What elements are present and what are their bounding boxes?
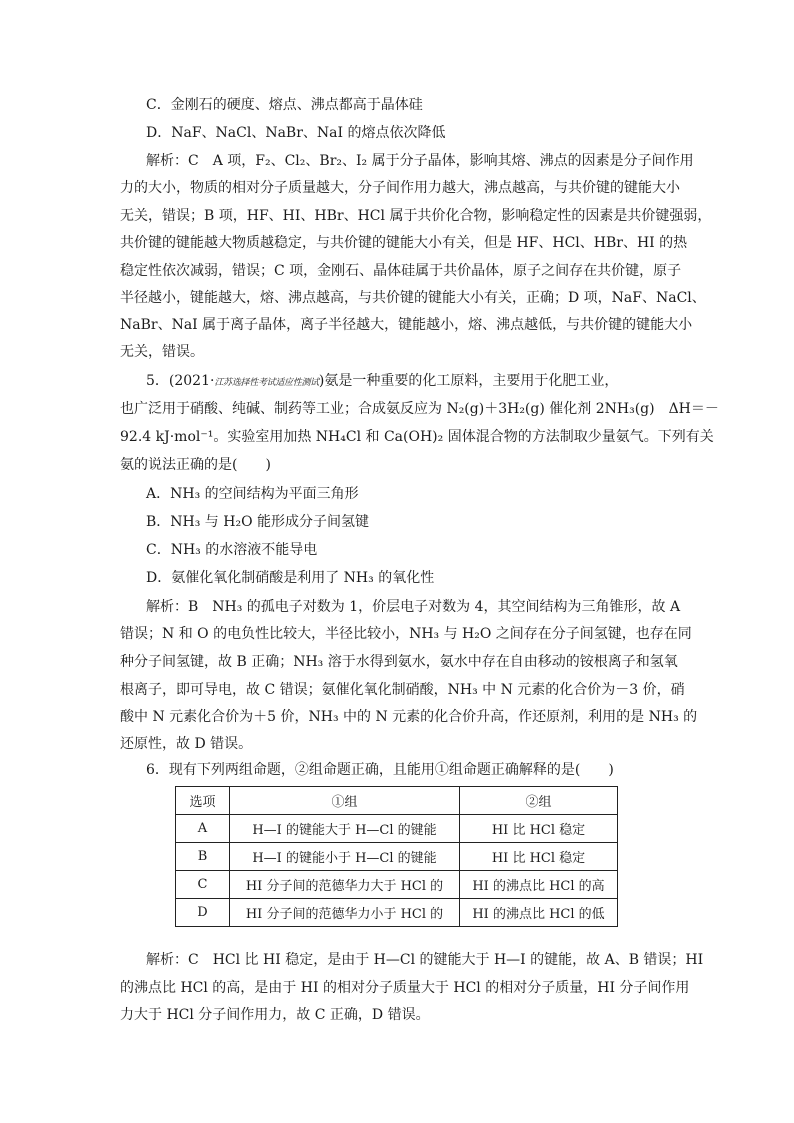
table-cell: HI 分子间的范德华力大于 HCl 的 [230,871,460,899]
q5-analysis-line: 还原性，故 D 错误。 [120,736,253,752]
table-cell: HI 分子间的范德华力小于 HCl 的 [230,899,460,927]
q5-analysis-line: 根离子，即可导电，故 C 错误；氨催化氧化制硝酸，NH₃ 中 N 元素的化合价为－3 价，硝 [120,682,685,698]
q5-source: 江苏选择性考试适应性测试 [214,378,319,388]
q4-analysis-line: NaBr、NaI 属于离子晶体，离子半径越大，键能越小，熔、沸点越低，与共价键的键能大小 [120,317,693,333]
q4-analysis-line: 无关，错误；B 项，HF、HI、HBr、HCl 属于共价化合物，影响稳定性的因素是共价键强弱， [120,208,712,224]
q5-option-b: B．NH₃ 与 H₂O 能形成分子间氢键 [146,514,370,530]
table-cell: D [176,899,230,927]
q5-stem-line1 [146,371,618,393]
table-header-cell: 选项 [176,787,230,815]
table-cell: H—I 的键能小于 H—Cl 的键能 [230,843,460,871]
table-header-row [176,787,618,815]
q5-stem-line2: 也广泛用于硝酸、纯碱、制药等工业；合成氨反应为 N₂(g)＋3H₂(g) 催化剂 2NH₃(g) ΔH＝－ [120,401,719,417]
table-cell: HI 比 HCl 稳定 [460,843,618,871]
q5-stem-line4: 氨的说法正确的是( ) [120,457,271,473]
table-row [176,871,618,899]
q5-option-c: C．NH₃ 的水溶液不能导电 [146,542,318,558]
q4-analysis-line: 半径越小，键能越大，熔、沸点越高，与共价键的键能大小有关，正确；D 项，NaF、NaCl、 [120,290,706,306]
q5-analysis-line: 酸中 N 元素化合价为＋5 价，NH₃ 中的 N 元素的化合价升高，作还原剂，利用的是 NH₃ 的 [120,709,698,725]
table-cell: C [176,871,230,899]
q4-analysis-line: 稳定性依次减弱，错误；C 项，金刚石、晶体硅属于共价晶体，原子之间存在共价键，原子 [120,263,682,279]
q6-analysis-line: 解析：C HCl 比 HI 稳定，是由于 H—Cl 的键能大于 H—I 的键能，故 A、B 错误；HI [146,952,704,968]
q5-stem-text: )氨是一种重要的化工原料，主要用于化肥工业， [318,373,619,389]
table-row [176,899,618,927]
table-row [176,815,618,843]
q5-option-d: D．氨催化氧化制硝酸是利用了 NH₃ 的氧化性 [146,570,435,586]
q5-option-a: A．NH₃ 的空间结构为平面三角形 [146,486,359,502]
table-cell: H—I 的键能大于 H—Cl 的键能 [230,815,460,843]
table-cell: HI 比 HCl 稳定 [460,815,618,843]
q5-analysis-line: 解析：B NH₃ 的孤电子对数为 1，价层电子对数为 4，其空间结构为三角锥形，故 A [146,599,681,615]
table-cell: B [176,843,230,871]
q6-analysis-line: 力大于 HCl 分子间作用力，故 C 正确，D 错误。 [120,1007,430,1023]
q5-number: 5．(2021· [146,373,215,389]
q4-analysis-line: 无关，错误。 [120,344,204,360]
q5-analysis-line: 错误；N 和 O 的电负性比较大，半径比较小，NH₃ 与 H₂O 之间存在分子间氢键，也存在同 [120,626,692,642]
q4-analysis-line: 共价键的键能越大物质越稳定，与共价键的键能大小有关，但是 HF、HCl、HBr、HI 的热 [120,235,688,251]
table-cell: HI 的沸点比 HCl 的高 [460,871,618,899]
q4-analysis-line: 解析：C A 项，F₂、Cl₂、Br₂、I₂ 属于分子晶体，影响其熔、沸点的因素是分子间作用 [146,153,694,169]
q4-option-c: C．金刚石的硬度、熔点、沸点都高于晶体硅 [146,97,423,113]
q6-analysis-line: 的沸点比 HCl 的高，是由于 HI 的相对分子质量大于 HCl 的相对分子质量，HI 分子间作用 [120,980,690,996]
q5-analysis-line: 种分子间氢键，故 B 正确；NH₃ 溶于水得到氨水，氨水中存在自由移动的铵根离子和氢氧 [120,654,678,670]
table-header-cell: ②组 [460,787,618,815]
q4-analysis-line: 力的大小，物质的相对分子质量越大，分子间作用力越大，沸点越高，与共价键的键能大小 [120,180,680,196]
q5-stem-line3: 92.4 kJ·mol⁻¹。实验室用加热 NH₄Cl 和 Ca(OH)₂ 固体混合物的方法制取少量氨气。下列有关 [120,429,714,445]
q4-option-d: D．NaF、NaCl、NaBr、NaI 的熔点依次降低 [146,125,446,141]
table-row [176,843,618,871]
q6-options-table [175,786,618,927]
table-cell: A [176,815,230,843]
q6-stem: 6．现有下列两组命题，②组命题正确，且能用①组命题正确解释的是( ) [146,762,614,778]
table-header-cell: ①组 [230,787,460,815]
table-cell: HI 的沸点比 HCl 的低 [460,899,618,927]
